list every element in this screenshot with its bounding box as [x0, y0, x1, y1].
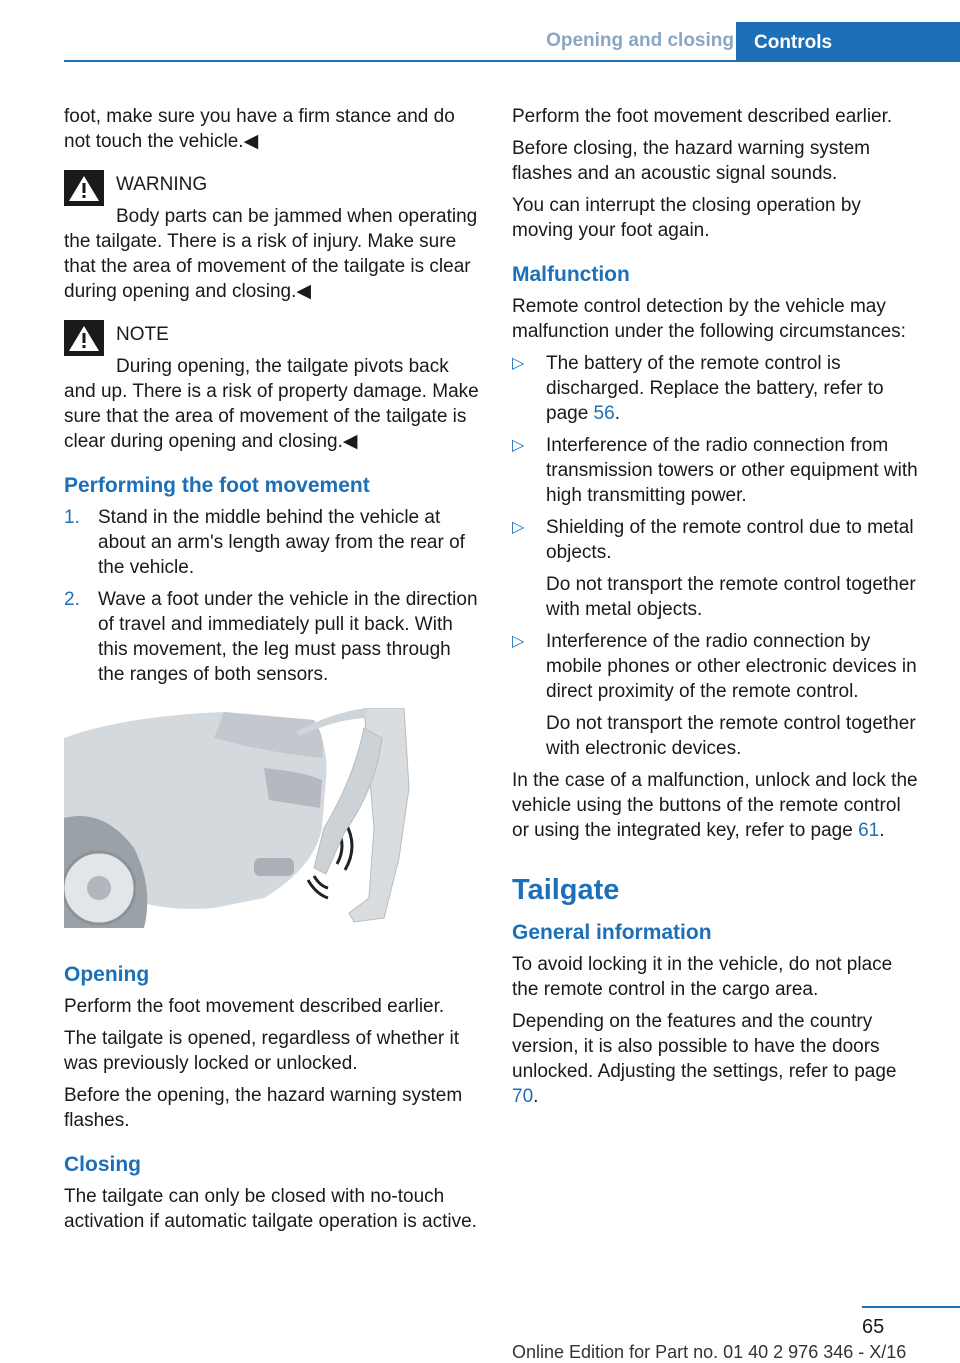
warning-text: Body parts can be jammed when operating the tailgate. There is a risk of injury. Make sure that the area of movement of the tailgate is clear during opening and closing.◀ [64, 206, 478, 302]
bullet-text: Interference of the radio connection from transmission towers or other equipment with high transmitting power. [546, 435, 918, 506]
bullet-text: Shielding of the remote control due to metal objects. [546, 517, 914, 563]
footer-rule [862, 1306, 960, 1308]
opening-heading: Opening [64, 963, 150, 986]
general-paragraph-2-text: Depending on the features and the country version, it is also possible to have the doors unlocked. Adjusting the settings, refer to page [512, 1011, 897, 1082]
foot-movement-heading: Performing the foot movement [64, 474, 370, 497]
bullet-triangle-icon: ▷ [512, 437, 525, 454]
list-item [64, 587, 482, 687]
note-label: NOTE [116, 324, 169, 345]
malfunction-list [512, 351, 922, 761]
foot-movement-illustration [64, 708, 420, 928]
opening-paragraph-1: Perform the foot movement described earlier. [64, 996, 445, 1017]
bullet-text: Interference of the radio connection by mobile phones or other electronic devices in direct proximity of the remote control. [546, 631, 917, 702]
note-block [64, 322, 482, 454]
list-item [512, 515, 922, 622]
opening-paragraph-2: The tailgate is opened, regardless of whether it was previously locked or unlocked. [64, 1028, 460, 1074]
general-paragraph-1: To avoid locking it in the vehicle, do not place the remote control in the cargo area. [512, 954, 893, 1000]
list-item [512, 433, 922, 508]
general-paragraph-2-end: . [533, 1086, 539, 1107]
closing-paragraph-1: The tailgate can only be closed with no-touch activation if automatic tailgate operation is active. [64, 1186, 477, 1232]
page-link-56[interactable]: 56 [593, 403, 615, 424]
step-number: 2. [64, 589, 80, 610]
warning-label: WARNING [116, 174, 208, 195]
warning-block [64, 172, 482, 304]
right-paragraph-1: Perform the foot movement described earlier. [512, 106, 893, 127]
header-chapter-tab: Controls [736, 22, 960, 62]
tailgate-heading: Tailgate [512, 874, 620, 906]
bullet-text: The battery of the remote control is discharged. Replace the battery, refer to page [546, 353, 884, 424]
opening-paragraph-3: Before the opening, the hazard warning system flashes. [64, 1085, 463, 1131]
right-paragraph-2: Before closing, the hazard warning system flashes and an acoustic signal sounds. [512, 138, 871, 184]
right-column [512, 104, 922, 1116]
left-column [64, 104, 482, 1241]
header-section-title: Opening and closing [546, 30, 734, 51]
general-information-heading: General information [512, 921, 712, 944]
note-text: During opening, the tailgate pivots back and up. There is a risk of property damage. Make sure that the area of movement of the tailgate is clear during opening and closing.◀ [64, 356, 479, 452]
general-paragraph-2 [512, 1009, 922, 1109]
bullet-subtext: Do not transport the remote control together with electronic devices. [546, 713, 916, 759]
malfunction-heading: Malfunction [512, 263, 630, 286]
intro-text: foot, make sure you have a firm stance and do not touch the vehicle.◀ [64, 106, 455, 152]
list-item [512, 629, 922, 761]
page-link-70[interactable]: 70 [512, 1086, 534, 1107]
step-number: 1. [64, 507, 80, 528]
step-text: Wave a foot under the vehicle in the direction of travel and immediately pull it back. With this movement, the leg must pass through the ranges of both sensors. [98, 589, 478, 685]
warning-triangle-icon [64, 320, 104, 356]
list-item [512, 351, 922, 426]
edition-footer: Online Edition for Part no. 01 40 2 976 346 - X/16 [512, 1342, 907, 1362]
right-paragraph-3: You can interrupt the closing operation by moving your foot again. [512, 195, 861, 241]
page-number: 65 [862, 1316, 885, 1338]
bullet-text-end: . [614, 403, 620, 424]
bullet-subtext: Do not transport the remote control together with metal objects. [546, 574, 916, 620]
closing-heading: Closing [64, 1153, 141, 1176]
list-item [64, 505, 482, 580]
step-text: Stand in the middle behind the vehicle at about an arm's length away from the rear of the vehicle. [98, 507, 465, 578]
warning-triangle-icon [64, 170, 104, 206]
malfunction-summary-text: In the case of a malfunction, unlock and lock the vehicle using the buttons of the remote control or using the integrated key, refer to page [512, 770, 918, 841]
malfunction-intro: Remote control detection by the vehicle may malfunction under the following circumstances: [512, 296, 906, 342]
bullet-triangle-icon: ▷ [512, 519, 525, 536]
malfunction-summary [512, 768, 922, 843]
steps-list [64, 505, 482, 687]
bullet-triangle-icon: ▷ [512, 633, 525, 650]
malfunction-summary-end: . [879, 820, 885, 841]
page-link-61[interactable]: 61 [858, 820, 880, 841]
bullet-triangle-icon: ▷ [512, 355, 525, 372]
